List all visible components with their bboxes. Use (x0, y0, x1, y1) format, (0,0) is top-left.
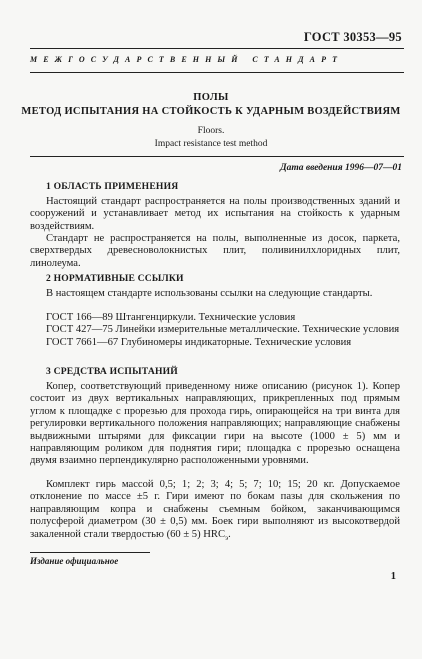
section-3-paragraph-1-text: Копер, соответствующий приведенному ниже описанию (рисунок 1). Копер состоит из двух вертикальных направляющих, прикрепленных под прямым углом к площадке с прорезью для прохода гирь, опирающейся на три винта для регулировки вертикального положения направляющих; направляющие снабжены выдвижными штырями для фиксации гири на высоте (1000 ± 5) мм и направляющим роликом для поднятия гири; площадка с прорезью оснащена двумя взаимно перпендикулярно расположенными уровнями. (30, 381, 400, 467)
section-1-paragraph-2-text: Стандарт не распространяется на полы, выполненные из досок, паркета, сверхтвердых древесноволокнистых плит, поливинилхлоридных плит, линолеума. (30, 233, 400, 269)
section-3-paragraph-1 (30, 381, 400, 468)
footer-rule (30, 552, 150, 553)
section-1-paragraph-1 (30, 196, 400, 233)
official-edition-label: Издание официальное (30, 556, 119, 566)
reference-item: ГОСТ 427—75 Линейки измерительные металлические. Технические условия (46, 324, 400, 336)
section-2-paragraph-1-text: В настоящем стандарте использованы ссылки на следующие стандарты. (46, 288, 373, 299)
interstate-standard-banner: межгосударственный стандарт (30, 53, 344, 65)
reference-item: ГОСТ 7661—67 Глубиномеры индикаторные. Технические условия (46, 336, 352, 348)
doc-number: ГОСТ 30353—95 (303, 30, 402, 44)
intro-date: Дата введения 1996—07—01 (280, 163, 402, 173)
section-2-heading: 2 НОРМАТИВНЫЕ ССЫЛКИ (46, 273, 184, 284)
title-rule (30, 156, 404, 157)
top-rule (30, 48, 404, 49)
section-1-paragraph-2 (30, 233, 400, 270)
page-number: 1 (390, 571, 396, 582)
section-2-paragraph-1 (30, 288, 400, 300)
title-en-line-2: Impact resistance test method (154, 139, 268, 149)
section-3-heading: 3 СРЕДСТВА ИСПЫТАНИЙ (46, 366, 178, 377)
section-3-paragraph-2-text: Комплект гирь массой 0,5; 1; 2; 3; 4; 5; 7; 10; 15; 20 кг. Допускаемое отклонение по массе ±5 г. Гири имеют по бокам пазы для скольжения по направляющим копра и снабжены съемным бойком, заканчивающимся полусферой диаметром (30 ± 0,5) мм. Боек гири выполняют из высокотвердой закаленной стали твердостью (60 ± 5) HRC (30, 479, 400, 540)
reference-item: ГОСТ 166—89 Штангенциркули. Технические условия (46, 312, 296, 323)
title-en-line-1: Floors. (197, 126, 225, 136)
section-1-paragraph-1-text: Настоящий стандарт распространяется на полы производственных зданий и сооружений и устанавливает метод их испытания на стойкость к ударным воздействиям. (30, 196, 400, 232)
section-3-paragraph-2: Комплект гирь массой 0,5; 1; 2; 3; 4; 5; 7; 10; 15; 20 кг. Допускаемое отклонение по массе ±5 г. Гири имеют по бокам пазы для скольжения по направляющим копра и снабжены съемным бойком, заканчивающимся полусферой диаметром (30 ± 0,5) мм. Боек гири выполняют из высокотвердой закаленной стали твердостью (60 ± 5) $HRC_э$. (30, 479, 400, 542)
hardness-subscript: э (225, 533, 229, 542)
banner-rule (30, 72, 404, 73)
section-1-heading: 1 ОБЛАСТЬ ПРИМЕНЕНИЯ (46, 181, 179, 192)
title-line-1: ПОЛЫ (193, 92, 229, 103)
title-line-2: МЕТОД ИСПЫТАНИЯ НА СТОЙКОСТЬ К УДАРНЫМ ВОЗДЕЙСТВИЯМ (21, 106, 401, 117)
references-list (46, 312, 402, 349)
